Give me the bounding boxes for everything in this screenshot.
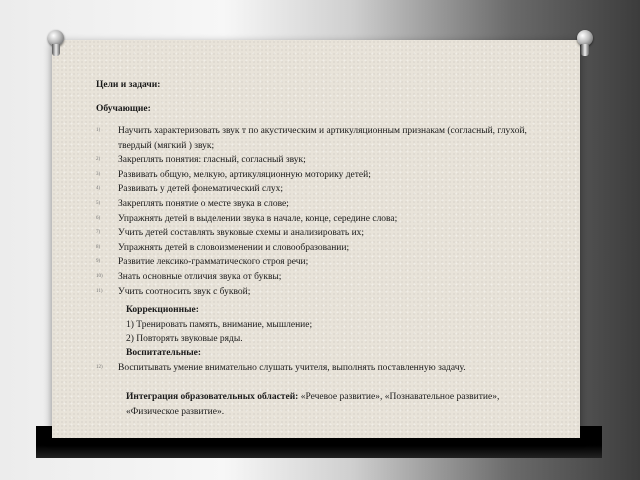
integration-text: «Речевое развитие», «Познавательное развитие», «Физическое развитие».: [126, 392, 500, 417]
list-item-text: Закреплять понятие о месте звука в слове;: [118, 198, 289, 209]
correction-heading: Коррекционные:: [126, 305, 199, 315]
list-item-text: Воспитывать умение внимательно слушать учителя, выполнять поставленную задачу.: [118, 363, 466, 373]
list-number: 11): [96, 288, 103, 294]
integration-label: Интеграция образовательных областей:: [126, 392, 299, 402]
goals-heading: Цели и задачи:: [96, 80, 161, 90]
list-number: 10): [96, 273, 103, 279]
list-item-text: Упражнять детей в словоизменении и словообразовании;: [118, 242, 350, 253]
list-item-text: Научить характеризовать звук т по акустическим и артикуляционным признакам (согласный, глухой, твердый (мягкий ) звук;: [118, 126, 527, 151]
list-number: 2): [96, 157, 101, 163]
list-number: 9): [96, 259, 101, 265]
list-item-text: Учить соотносить звук с буквой;: [118, 286, 251, 297]
list-number: 5): [96, 200, 101, 206]
list-number: 3): [96, 171, 101, 177]
list-item-text: Знать основные отличия звука от буквы;: [118, 271, 282, 282]
upbringing-heading: Воспитательные:: [126, 348, 202, 358]
list-item: [96, 255, 556, 270]
list-item: [96, 182, 556, 197]
list-number: 8): [96, 244, 101, 250]
list-number: 12): [96, 365, 103, 370]
list-item: [96, 285, 556, 300]
teaching-heading: Обучающие:: [96, 104, 151, 114]
correction-item: 2) Повторять звуковые ряды.: [126, 334, 243, 344]
list-item-text: Развивать у детей фонематический слух;: [118, 184, 284, 195]
slide-content: [52, 40, 580, 438]
list-item: [96, 212, 556, 227]
list-number: 1): [96, 128, 101, 133]
pushpin-icon: [576, 30, 594, 58]
list-item-text: Учить детей составлять звуковые схемы и анализировать их;: [118, 228, 365, 239]
list-item-text: Упражнять детей в выделении звука в начале, конце, середине слова;: [118, 213, 398, 224]
list-item: [96, 270, 556, 285]
list-number: 7): [96, 230, 101, 236]
upbringing-item: [96, 361, 558, 376]
list-item-text: Закреплять понятия: гласный, согласный звук;: [118, 155, 306, 166]
pushpin-icon: [47, 30, 65, 58]
list-item: [96, 226, 556, 241]
list-item: [96, 241, 556, 256]
integration-paragraph: [126, 390, 546, 420]
list-item: [96, 153, 556, 168]
slide-paper: [52, 40, 580, 438]
list-item: [96, 168, 556, 183]
list-item: [96, 124, 556, 153]
list-number: 6): [96, 215, 101, 221]
correction-item: 1) Тренировать память, внимание, мышление;: [126, 320, 313, 330]
list-item-text: Развитие лексико-грамматического строя речи;: [118, 257, 309, 268]
list-number: 4): [96, 186, 101, 192]
tasks-list: [96, 124, 556, 299]
list-item: [96, 197, 556, 212]
list-item-text: Развивать общую, мелкую, артикуляционную моторику детей;: [118, 169, 371, 180]
